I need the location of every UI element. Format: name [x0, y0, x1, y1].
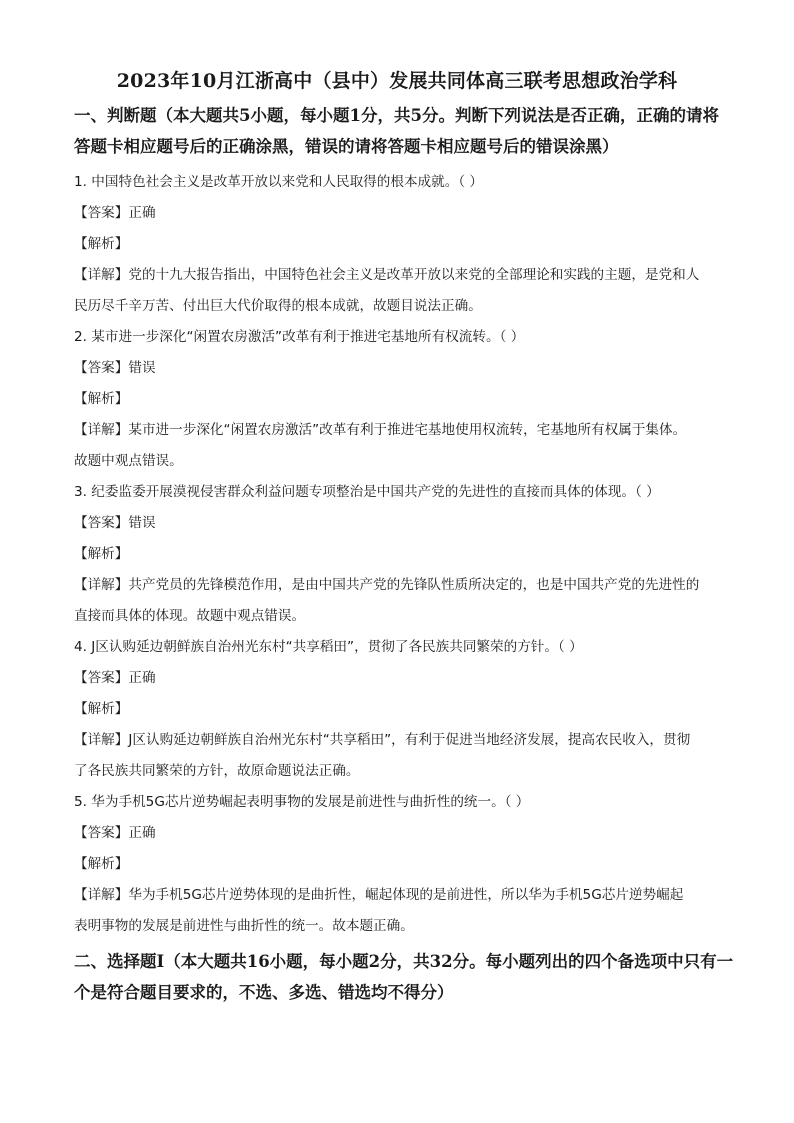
- question-5-detail-line-1: [74, 885, 724, 905]
- answer-value: 错误: [128, 515, 156, 531]
- detail-label: 【详解】: [74, 267, 129, 283]
- answer-label: 【答案】: [74, 670, 129, 686]
- question-3-detail-line-2: 直接而具体的体现。故题中观点错误。: [74, 608, 306, 624]
- question-2-answer: [74, 358, 724, 378]
- question-1-answer: [74, 203, 724, 223]
- detail-text: 共产党员的先锋模范作用，是由中国共产党的先锋队性质所决定的，也是中国共产党的先进性的: [128, 577, 700, 593]
- detail-label: 【详解】: [74, 422, 129, 438]
- detail-label: 【详解】: [74, 732, 129, 748]
- section-2-heading-line-1: 二、选择题Ⅰ（本大题共16小题，每小题2分，共32分。每小题列出的四个备选项中只有一: [74, 952, 734, 971]
- question-2-analysis-label: 【解析】: [74, 391, 129, 407]
- question-5-analysis-label: 【解析】: [74, 856, 129, 872]
- answer-label: 【答案】: [74, 205, 129, 221]
- question-3-analysis-label: 【解析】: [74, 546, 129, 562]
- answer-value: 正确: [128, 825, 156, 841]
- answer-value: 正确: [128, 205, 156, 221]
- question-5-answer: [74, 823, 724, 843]
- detail-label: 【详解】: [74, 577, 129, 593]
- question-2-detail-line-2: 故题中观点错误。: [74, 453, 183, 469]
- question-1-detail-line-1: [74, 265, 724, 285]
- answer-value: 错误: [128, 360, 156, 376]
- section-2-heading-line-2: 个是符合题目要求的，不选、多选、错选均不得分）: [74, 983, 454, 1002]
- detail-text: J区认购延边朝鲜族自治州光东村“共享稻田”，有利于促进当地经济发展，提高农民收入，贯彻: [128, 732, 691, 748]
- question-2-detail-line-1: [74, 420, 724, 440]
- detail-text: 华为手机5G芯片逆势体现的是曲折性，崛起体现的是前进性，所以华为手机5G芯片逆势崛起: [128, 887, 684, 903]
- question-4-answer: [74, 668, 724, 688]
- detail-label: 【详解】: [74, 887, 129, 903]
- section-1-heading-line-2: 答题卡相应题号后的正确涂黑，错误的请将答题卡相应题号后的错误涂黑）: [74, 137, 619, 156]
- question-4-detail-line-2: 了各民族共同繁荣的方针，故原命题说法正确。: [74, 763, 360, 779]
- question-5-detail-line-2: 表明事物的发展是前进性与曲折性的统一。故本题正确。: [74, 918, 414, 934]
- detail-text: 党的十九大报告指出，中国特色社会主义是改革开放以来党的全部理论和实践的主题，是党和人: [128, 267, 700, 283]
- question-1-analysis-label: 【解析】: [74, 236, 129, 252]
- question-2-stem: 2. 某市进一步深化“闲置农房激活”改革有利于推进宅基地所有权流转。（ ）: [74, 329, 525, 345]
- page-title: 2023年10月江浙高中（县中）发展共同体高三联考思想政治学科: [116, 70, 678, 92]
- question-4-detail-line-1: [74, 730, 724, 750]
- question-3-answer: [74, 513, 724, 533]
- answer-label: 【答案】: [74, 515, 129, 531]
- question-3-stem: 3. 纪委监委开展漠视侵害群众利益问题专项整治是中国共产党的先进性的直接而具体的体现。（ ）: [74, 484, 660, 500]
- question-3-detail-line-1: [74, 575, 724, 595]
- question-4-analysis-label: 【解析】: [74, 701, 129, 717]
- answer-label: 【答案】: [74, 825, 129, 841]
- answer-label: 【答案】: [74, 360, 129, 376]
- question-1-detail-line-2: 民历尽千辛万苦、付出巨大代价取得的根本成就，故题目说法正确。: [74, 298, 482, 314]
- answer-value: 正确: [128, 670, 156, 686]
- question-5-stem: 5. 华为手机5G芯片逆势崛起表明事物的发展是前进性与曲折性的统一。（ ）: [74, 794, 530, 810]
- question-1-stem: 1. 中国特色社会主义是改革开放以来党和人民取得的根本成就。（ ）: [74, 174, 484, 190]
- question-4-stem: 4. J区认购延边朝鲜族自治州光东村“共享稻田”，贯彻了各民族共同繁荣的方针。（ ）: [74, 639, 583, 655]
- detail-text: 某市进一步深化“闲置农房激活”改革有利于推进宅基地使用权流转，宅基地所有权属于集体。: [128, 422, 687, 438]
- section-1-heading-line-1: 一、判断题（本大题共5小题，每小题1分，共5分。判断下列说法是否正确，正确的请将: [74, 106, 719, 125]
